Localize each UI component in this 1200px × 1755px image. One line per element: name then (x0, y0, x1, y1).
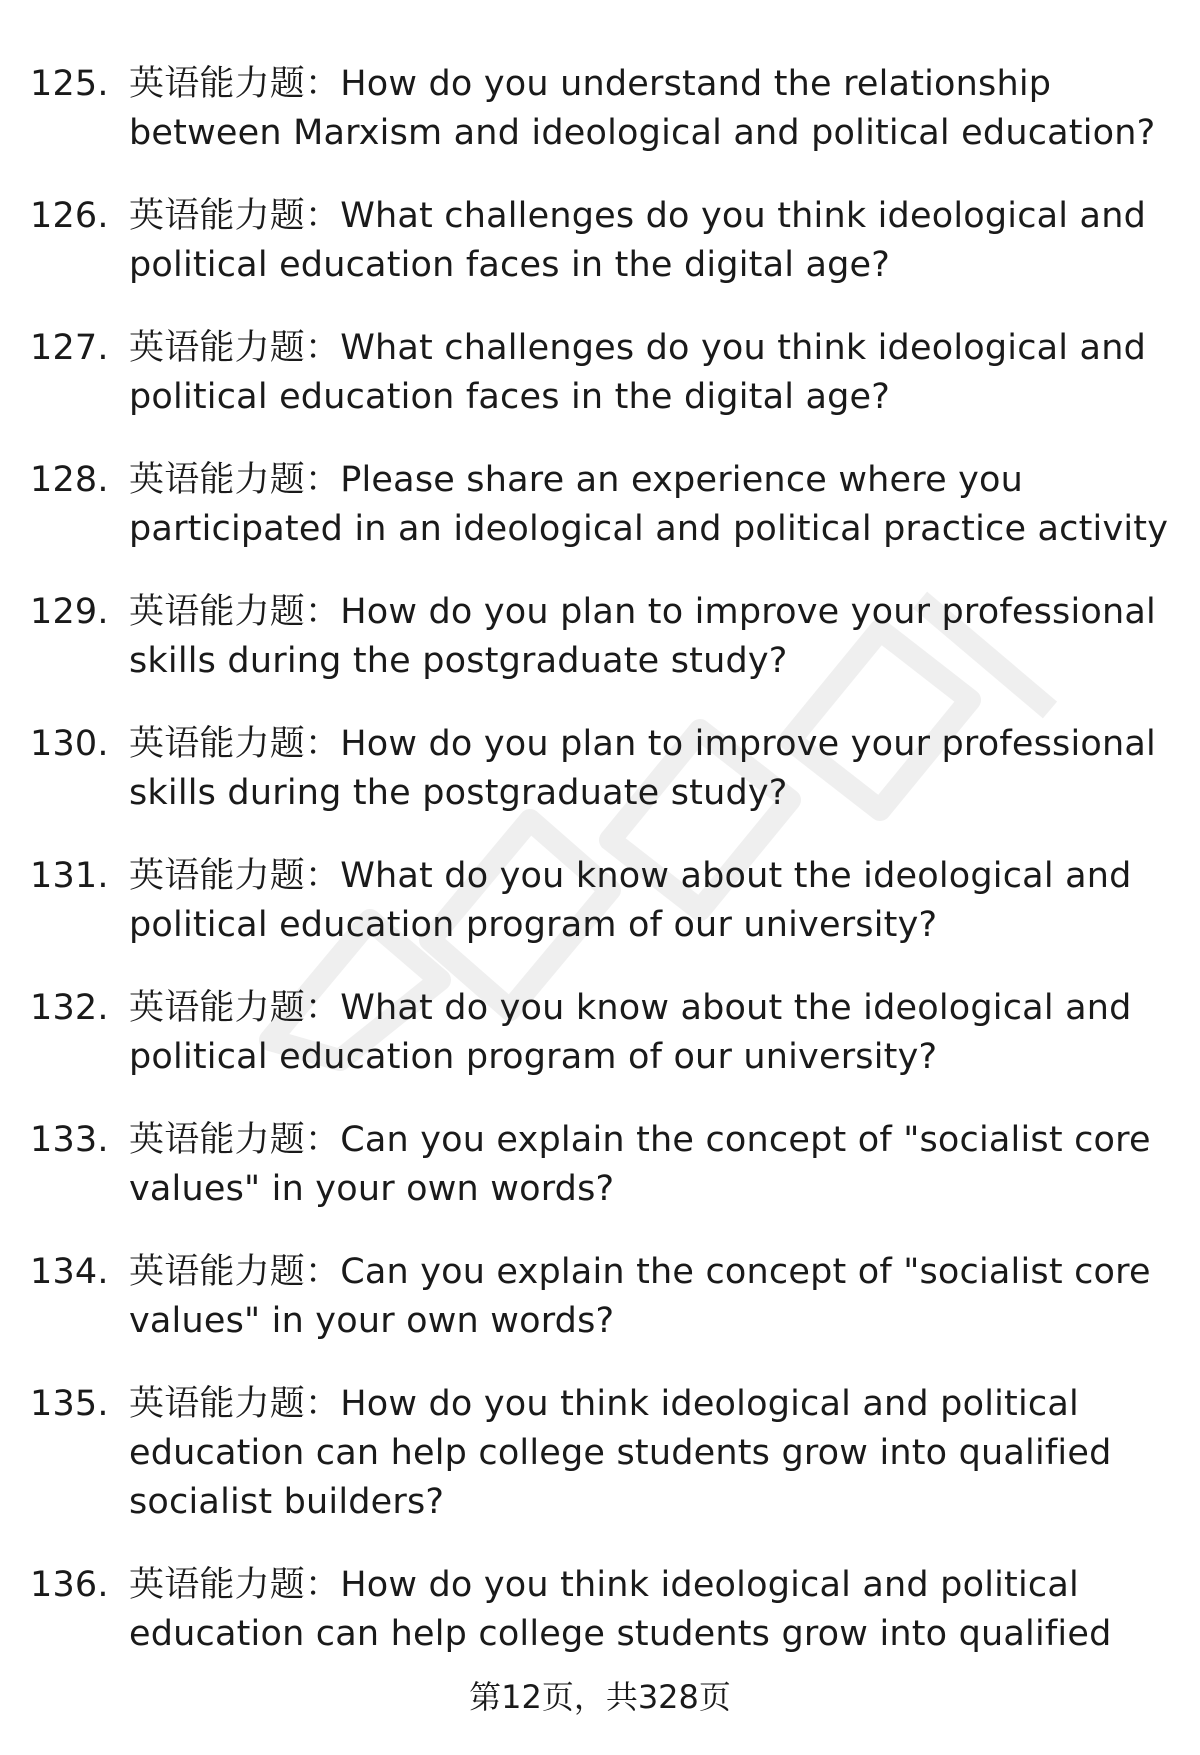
question-prefix: 英语能力题： (129, 1120, 341, 1160)
question-item-131 (30, 852, 1170, 950)
question-item-132 (30, 984, 1170, 1082)
question-text: What challenges do you think ideological and political education faces in the digital age? (129, 196, 1146, 285)
question-body (129, 588, 1170, 686)
question-item-129 (30, 588, 1170, 686)
question-prefix: 英语能力题： (129, 1252, 341, 1292)
question-list (30, 60, 1170, 1693)
question-item-134 (30, 1248, 1170, 1346)
question-body (129, 1116, 1170, 1214)
question-item-133 (30, 1116, 1170, 1214)
question-text: Can you explain the concept of "socialist core values" in your own words? (129, 1252, 1151, 1341)
question-prefix: 英语能力题： (129, 460, 341, 500)
question-text: How do you think ideological and political education can help college students grow into qualified (129, 1565, 1112, 1654)
question-number: 130. (30, 724, 109, 764)
question-body (129, 852, 1170, 950)
question-number: 134. (30, 1252, 109, 1292)
question-text: What do you know about the ideological and political education program of our university? (129, 856, 1132, 945)
question-prefix: 英语能力题： (129, 724, 341, 764)
question-prefix: 英语能力题： (129, 64, 341, 104)
question-text: How do you plan to improve your professional skills during the postgraduate study? (129, 724, 1156, 813)
question-number: 132. (30, 988, 109, 1028)
question-number: 127. (30, 328, 109, 368)
question-body (129, 324, 1170, 422)
question-item-127 (30, 324, 1170, 422)
page-footer (0, 1675, 1200, 1719)
question-body (129, 1380, 1170, 1527)
question-prefix: 英语能力题： (129, 1384, 341, 1424)
page-number-label: 第12页，共328页 (469, 1678, 731, 1716)
question-item-136 (30, 1561, 1170, 1659)
question-number: 131. (30, 856, 109, 896)
question-prefix: 英语能力题： (129, 328, 341, 368)
question-body (129, 192, 1170, 290)
question-body (129, 456, 1170, 554)
question-item-128 (30, 456, 1170, 554)
question-body (129, 984, 1170, 1082)
question-text: What challenges do you think ideological and political education faces in the digital age? (129, 328, 1146, 417)
question-text: How do you understand the relationship between Marxism and ideological and political education? (129, 64, 1156, 153)
question-text: How do you plan to improve your professional skills during the postgraduate study? (129, 592, 1156, 681)
question-prefix: 英语能力题： (129, 592, 341, 632)
question-text: What do you know about the ideological and political education program of our university? (129, 988, 1132, 1077)
question-item-130 (30, 720, 1170, 818)
question-number: 125. (30, 64, 109, 104)
question-item-135 (30, 1380, 1170, 1527)
question-number: 128. (30, 460, 109, 500)
question-prefix: 英语能力题： (129, 856, 341, 896)
question-text: How do you think ideological and political education can help college students grow into qualified socialist builders? (129, 1384, 1112, 1522)
question-prefix: 英语能力题： (129, 196, 341, 236)
question-number: 129. (30, 592, 109, 632)
question-body (129, 60, 1170, 158)
question-number: 126. (30, 196, 109, 236)
question-text: Can you explain the concept of "socialist core values" in your own words? (129, 1120, 1151, 1209)
question-prefix: 英语能力题： (129, 1565, 341, 1605)
question-item-125 (30, 60, 1170, 158)
question-number: 136. (30, 1565, 109, 1605)
question-prefix: 英语能力题： (129, 988, 341, 1028)
question-number: 135. (30, 1384, 109, 1424)
question-text: Please share an experience where you participated in an ideological and political practice activity (129, 460, 1169, 549)
question-body (129, 1561, 1170, 1659)
question-item-126 (30, 192, 1170, 290)
question-body (129, 1248, 1170, 1346)
question-number: 133. (30, 1120, 109, 1160)
question-body (129, 720, 1170, 818)
